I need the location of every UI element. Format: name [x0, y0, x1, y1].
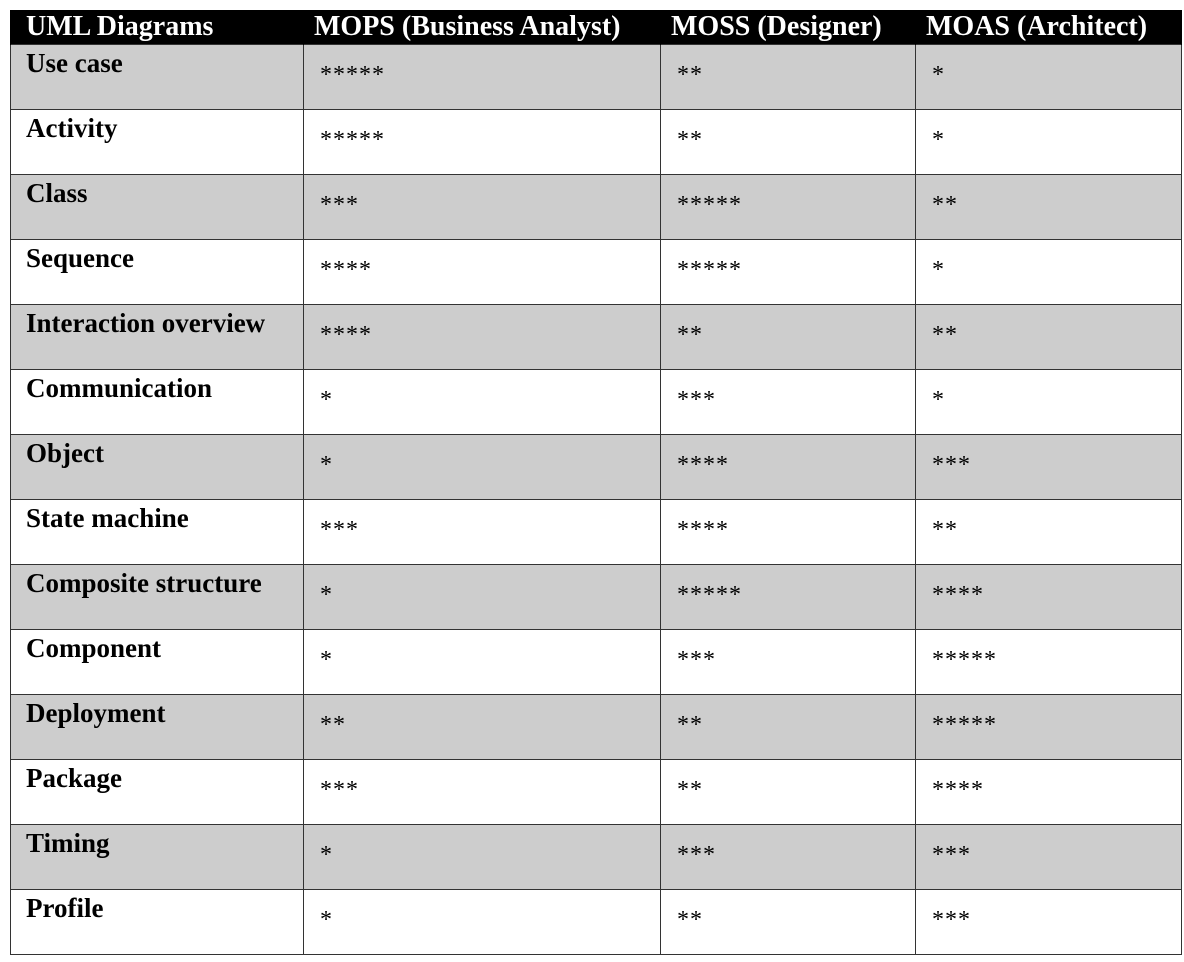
mops-rating-cell: [304, 890, 661, 955]
moss-rating-cell-text: **: [677, 777, 703, 803]
moss-rating-cell-text: ***: [677, 647, 716, 673]
moss-rating-cell-text: ****: [677, 517, 729, 543]
moss-rating-cell-text: *****: [677, 582, 742, 608]
header-moas: MOAS (Architect): [916, 10, 1182, 45]
moas-rating-cell: [916, 435, 1182, 500]
moss-rating-cell: [661, 370, 916, 435]
moas-rating-cell-text: *****: [932, 647, 997, 673]
moas-rating-cell-text: *: [932, 62, 945, 88]
mops-rating-cell-text: ***: [320, 517, 359, 543]
diagram-name-cell-text: Object: [26, 438, 104, 468]
moss-rating-cell: [661, 500, 916, 565]
diagram-name-cell-text: Deployment: [26, 698, 166, 728]
moss-rating-cell: [661, 565, 916, 630]
diagram-name-cell: [11, 45, 304, 110]
moas-rating-cell-text: *: [932, 387, 945, 413]
diagram-name-cell: [11, 370, 304, 435]
moas-rating-cell-text: **: [932, 192, 958, 218]
moas-rating-cell: [916, 175, 1182, 240]
mops-rating-cell-text: ***: [320, 192, 359, 218]
header-uml-diagrams: UML Diagrams: [11, 10, 304, 45]
moas-rating-cell: [916, 305, 1182, 370]
moss-rating-cell: [661, 110, 916, 175]
mops-rating-cell: [304, 370, 661, 435]
moas-rating-cell-text: ***: [932, 452, 971, 478]
mops-rating-cell-text: ***: [320, 777, 359, 803]
diagram-name-cell: [11, 695, 304, 760]
uml-diagram-ratings-table: [10, 10, 1182, 955]
table-row: [11, 435, 1182, 500]
diagram-name-cell-text: Communication: [26, 373, 213, 403]
diagram-name-cell-text: Use case: [26, 48, 123, 78]
moas-rating-cell-text: ***: [932, 907, 971, 933]
moss-rating-cell-text: *****: [677, 257, 742, 283]
moas-rating-cell: [916, 110, 1182, 175]
mops-rating-cell: [304, 695, 661, 760]
moss-rating-cell-text: **: [677, 712, 703, 738]
diagram-name-cell-text: Package: [26, 763, 122, 793]
moss-rating-cell-text: **: [677, 62, 703, 88]
mops-rating-cell-text: ****: [320, 322, 372, 348]
moas-rating-cell-text: ***: [932, 842, 971, 868]
diagram-name-cell: [11, 240, 304, 305]
mops-rating-cell: [304, 435, 661, 500]
moss-rating-cell: [661, 630, 916, 695]
moss-rating-cell: [661, 45, 916, 110]
moas-rating-cell-text: *****: [932, 712, 997, 738]
mops-rating-cell: [304, 240, 661, 305]
mops-rating-cell: [304, 110, 661, 175]
moss-rating-cell-text: *****: [677, 192, 742, 218]
moas-rating-cell: [916, 240, 1182, 305]
diagram-name-cell: [11, 500, 304, 565]
mops-rating-cell-text: *: [320, 582, 333, 608]
moss-rating-cell-text: ***: [677, 842, 716, 868]
mops-rating-cell: [304, 45, 661, 110]
mops-rating-cell: [304, 565, 661, 630]
mops-rating-cell-text: *: [320, 647, 333, 673]
diagram-name-cell-text: Sequence: [26, 243, 134, 273]
table-row: [11, 630, 1182, 695]
moas-rating-cell: [916, 760, 1182, 825]
diagram-name-cell: [11, 825, 304, 890]
moss-rating-cell: [661, 435, 916, 500]
mops-rating-cell-text: *: [320, 842, 333, 868]
mops-rating-cell-text: *****: [320, 127, 385, 153]
table-header: [11, 10, 1182, 45]
table-row: [11, 45, 1182, 110]
moas-rating-cell: [916, 45, 1182, 110]
moas-rating-cell-text: *: [932, 127, 945, 153]
diagram-name-cell: [11, 305, 304, 370]
mops-rating-cell-text: **: [320, 712, 346, 738]
moas-rating-cell: [916, 825, 1182, 890]
table-row: [11, 305, 1182, 370]
table-row: [11, 240, 1182, 305]
mops-rating-cell-text: *: [320, 452, 333, 478]
diagram-name-cell-text: Timing: [26, 828, 110, 858]
diagram-name-cell-text: Interaction overview: [26, 308, 266, 338]
moas-rating-cell-text: ****: [932, 777, 984, 803]
diagram-name-cell: [11, 435, 304, 500]
moss-rating-cell: [661, 305, 916, 370]
moas-rating-cell: [916, 370, 1182, 435]
mops-rating-cell-text: *: [320, 907, 333, 933]
diagram-name-cell-text: Composite structure: [26, 568, 262, 598]
diagram-name-cell: [11, 760, 304, 825]
moas-rating-cell: [916, 630, 1182, 695]
uml-diagram-ratings-table-container: [10, 10, 1181, 955]
mops-rating-cell-text: *: [320, 387, 333, 413]
moss-rating-cell: [661, 825, 916, 890]
moss-rating-cell-text: ***: [677, 387, 716, 413]
moss-rating-cell-text: **: [677, 127, 703, 153]
diagram-name-cell-text: Class: [26, 178, 88, 208]
moss-rating-cell: [661, 890, 916, 955]
moas-rating-cell: [916, 565, 1182, 630]
mops-rating-cell: [304, 500, 661, 565]
table-row: [11, 565, 1182, 630]
table-row: [11, 110, 1182, 175]
mops-rating-cell: [304, 825, 661, 890]
moss-rating-cell: [661, 240, 916, 305]
table-row: [11, 695, 1182, 760]
moss-rating-cell: [661, 695, 916, 760]
diagram-name-cell: [11, 175, 304, 240]
mops-rating-cell-text: *****: [320, 62, 385, 88]
moss-rating-cell: [661, 760, 916, 825]
moas-rating-cell-text: ****: [932, 582, 984, 608]
mops-rating-cell: [304, 760, 661, 825]
moas-rating-cell-text: *: [932, 257, 945, 283]
moss-rating-cell-text: **: [677, 322, 703, 348]
header-moss: MOSS (Designer): [661, 10, 916, 45]
diagram-name-cell: [11, 630, 304, 695]
mops-rating-cell: [304, 175, 661, 240]
header-row: [11, 10, 1182, 45]
mops-rating-cell-text: ****: [320, 257, 372, 283]
moas-rating-cell: [916, 890, 1182, 955]
table-body: [11, 45, 1182, 955]
diagram-name-cell-text: Profile: [26, 893, 104, 923]
table-row: [11, 500, 1182, 565]
mops-rating-cell: [304, 630, 661, 695]
table-row: [11, 825, 1182, 890]
moas-rating-cell-text: **: [932, 322, 958, 348]
header-mops: MOPS (Business Analyst): [304, 10, 661, 45]
table-row: [11, 760, 1182, 825]
diagram-name-cell-text: State machine: [26, 503, 189, 533]
diagram-name-cell-text: Activity: [26, 113, 118, 143]
moss-rating-cell: [661, 175, 916, 240]
moas-rating-cell: [916, 695, 1182, 760]
table-row: [11, 370, 1182, 435]
diagram-name-cell: [11, 565, 304, 630]
moss-rating-cell-text: ****: [677, 452, 729, 478]
moas-rating-cell-text: **: [932, 517, 958, 543]
diagram-name-cell: [11, 110, 304, 175]
moas-rating-cell: [916, 500, 1182, 565]
diagram-name-cell: [11, 890, 304, 955]
table-row: [11, 175, 1182, 240]
table-row: [11, 890, 1182, 955]
diagram-name-cell-text: Component: [26, 633, 162, 663]
mops-rating-cell: [304, 305, 661, 370]
moss-rating-cell-text: **: [677, 907, 703, 933]
